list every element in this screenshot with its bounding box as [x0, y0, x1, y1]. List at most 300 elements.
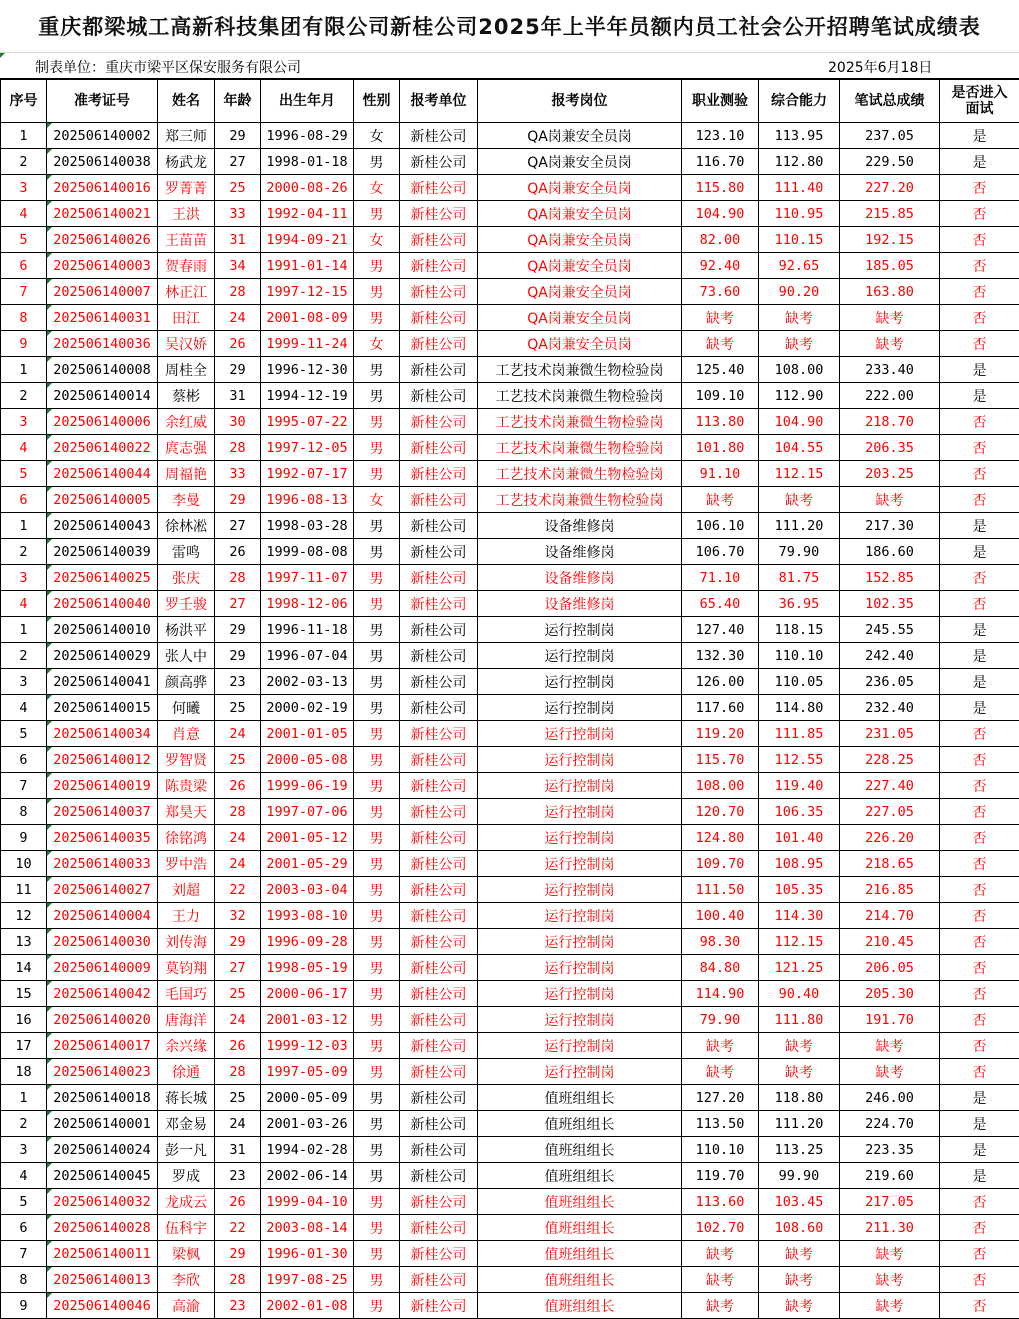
cell-comment-marker-icon — [47, 487, 52, 492]
vocational-test-cell: 124.80 — [682, 825, 759, 851]
age-cell: 25 — [215, 695, 261, 721]
post-cell: QA岗兼安全员岗 — [478, 227, 682, 253]
vocational-test-cell: 65.40 — [682, 591, 759, 617]
seq-cell: 2 — [1, 383, 47, 409]
unit-cell: 新桂公司 — [400, 799, 478, 825]
table-row — [1, 1163, 1019, 1189]
vocational-test-cell: 113.80 — [682, 409, 759, 435]
post-cell: 工艺技术岗兼微生物检验岗 — [478, 487, 682, 513]
unit-cell: 新桂公司 — [400, 409, 478, 435]
post-cell: QA岗兼安全员岗 — [478, 331, 682, 357]
unit-cell: 新桂公司 — [400, 1241, 478, 1267]
age-cell: 26 — [215, 539, 261, 565]
birth-date-cell: 2001-03-26 — [261, 1111, 354, 1137]
seq-cell: 9 — [1, 825, 47, 851]
cell-comment-marker-icon — [47, 695, 52, 700]
post-cell: 设备维修岗 — [478, 565, 682, 591]
seq-cell: 4 — [1, 695, 47, 721]
unit-cell: 新桂公司 — [400, 487, 478, 513]
birth-date-cell: 1998-05-19 — [261, 955, 354, 981]
comprehensive-cell: 缺考 — [759, 1033, 840, 1059]
vocational-test-cell: 缺考 — [682, 1059, 759, 1085]
sex-cell: 男 — [354, 903, 400, 929]
exam-id-cell: 202506140043 — [47, 513, 158, 539]
unit-cell: 新桂公司 — [400, 851, 478, 877]
sex-cell: 男 — [354, 1007, 400, 1033]
vocational-test-cell: 127.40 — [682, 617, 759, 643]
total-score-cell: 缺考 — [840, 1033, 940, 1059]
vocational-test-cell: 91.10 — [682, 461, 759, 487]
name-cell: 张庆 — [158, 565, 215, 591]
total-score-cell: 229.50 — [840, 149, 940, 175]
exam-id-cell: 202506140027 — [47, 877, 158, 903]
name-cell: 林正江 — [158, 279, 215, 305]
sex-cell: 男 — [354, 253, 400, 279]
age-cell: 26 — [215, 1189, 261, 1215]
sex-cell: 男 — [354, 1059, 400, 1085]
vocational-test-cell: 缺考 — [682, 1241, 759, 1267]
name-cell: 郑三师 — [158, 123, 215, 149]
post-cell: QA岗兼安全员岗 — [478, 253, 682, 279]
birth-date-cell: 1999-06-19 — [261, 773, 354, 799]
comprehensive-cell: 108.60 — [759, 1215, 840, 1241]
table-row — [1, 903, 1019, 929]
name-cell: 颜高骅 — [158, 669, 215, 695]
post-cell: 运行控制岗 — [478, 747, 682, 773]
age-cell: 34 — [215, 253, 261, 279]
unit-cell: 新桂公司 — [400, 253, 478, 279]
seq-cell: 8 — [1, 1267, 47, 1293]
birth-date-cell: 1997-12-15 — [261, 279, 354, 305]
table-body — [1, 123, 1019, 1319]
birth-date-cell: 1996-12-30 — [261, 357, 354, 383]
age-cell: 29 — [215, 357, 261, 383]
sex-cell: 男 — [354, 851, 400, 877]
interview-cell: 是 — [940, 669, 1019, 695]
exam-id-cell: 202506140044 — [47, 461, 158, 487]
table-row — [1, 279, 1019, 305]
sex-cell: 男 — [354, 435, 400, 461]
comprehensive-cell: 111.80 — [759, 1007, 840, 1033]
sex-cell: 男 — [354, 1033, 400, 1059]
vocational-test-cell: 126.00 — [682, 669, 759, 695]
table-row — [1, 461, 1019, 487]
birth-date-cell: 2001-08-09 — [261, 305, 354, 331]
seq-cell: 3 — [1, 409, 47, 435]
interview-cell: 是 — [940, 1085, 1019, 1111]
seq-cell: 5 — [1, 227, 47, 253]
unit-cell: 新桂公司 — [400, 1111, 478, 1137]
comprehensive-cell: 119.40 — [759, 773, 840, 799]
sex-cell: 男 — [354, 149, 400, 175]
title-row — [0, 0, 1019, 53]
interview-cell: 否 — [940, 851, 1019, 877]
exam-id-cell: 202506140032 — [47, 1189, 158, 1215]
comprehensive-cell: 113.95 — [759, 123, 840, 149]
exam-id-cell: 202506140002 — [47, 123, 158, 149]
age-cell: 25 — [215, 175, 261, 201]
unit-cell: 新桂公司 — [400, 1007, 478, 1033]
comprehensive-cell: 112.90 — [759, 383, 840, 409]
name-cell: 伍科宇 — [158, 1215, 215, 1241]
age-cell: 28 — [215, 279, 261, 305]
total-score-cell: 缺考 — [840, 331, 940, 357]
vocational-test-cell: 113.50 — [682, 1111, 759, 1137]
age-cell: 23 — [215, 1163, 261, 1189]
cell-comment-marker-icon — [47, 123, 52, 128]
post-cell: 运行控制岗 — [478, 669, 682, 695]
unit-cell: 新桂公司 — [400, 929, 478, 955]
interview-cell: 否 — [940, 253, 1019, 279]
seq-cell: 6 — [1, 747, 47, 773]
table-row — [1, 773, 1019, 799]
birth-date-cell: 2001-05-29 — [261, 851, 354, 877]
cell-comment-marker-icon — [47, 877, 52, 882]
age-cell: 25 — [215, 981, 261, 1007]
cell-comment-marker-icon — [47, 1267, 52, 1272]
interview-cell: 是 — [940, 539, 1019, 565]
interview-cell: 是 — [940, 149, 1019, 175]
age-cell: 29 — [215, 123, 261, 149]
unit-cell: 新桂公司 — [400, 695, 478, 721]
interview-cell: 否 — [940, 487, 1019, 513]
unit-cell: 新桂公司 — [400, 877, 478, 903]
comprehensive-cell: 103.45 — [759, 1189, 840, 1215]
seq-cell: 4 — [1, 1163, 47, 1189]
table-row — [1, 721, 1019, 747]
post-cell: 运行控制岗 — [478, 981, 682, 1007]
cell-comment-marker-icon — [47, 955, 52, 960]
age-cell: 26 — [215, 773, 261, 799]
age-cell: 27 — [215, 513, 261, 539]
sex-cell: 男 — [354, 201, 400, 227]
total-score-cell: 222.00 — [840, 383, 940, 409]
cell-comment-marker-icon — [47, 773, 52, 778]
interview-cell: 否 — [940, 1267, 1019, 1293]
unit-cell: 新桂公司 — [400, 123, 478, 149]
vocational-test-cell: 127.20 — [682, 1085, 759, 1111]
exam-id-cell: 202506140031 — [47, 305, 158, 331]
issuer-label: 制表单位：重庆市梁平区保安服务有限公司 — [35, 57, 301, 77]
seq-cell: 16 — [1, 1007, 47, 1033]
interview-cell: 是 — [940, 643, 1019, 669]
age-cell: 29 — [215, 617, 261, 643]
exam-id-cell: 202506140022 — [47, 435, 158, 461]
cell-comment-marker-icon — [47, 929, 52, 934]
seq-cell: 5 — [1, 1189, 47, 1215]
age-cell: 23 — [215, 1293, 261, 1319]
birth-date-cell: 1998-01-18 — [261, 149, 354, 175]
comprehensive-cell: 113.25 — [759, 1137, 840, 1163]
post-cell: 运行控制岗 — [478, 1059, 682, 1085]
table-row — [1, 1059, 1019, 1085]
exam-id-cell: 202506140040 — [47, 591, 158, 617]
seq-cell: 1 — [1, 357, 47, 383]
vocational-test-cell: 132.30 — [682, 643, 759, 669]
vocational-test-cell: 104.90 — [682, 201, 759, 227]
comprehensive-cell: 112.55 — [759, 747, 840, 773]
vocational-test-cell: 73.60 — [682, 279, 759, 305]
cell-comment-marker-icon — [47, 1241, 52, 1246]
birth-date-cell: 1996-01-30 — [261, 1241, 354, 1267]
seq-cell: 1 — [1, 513, 47, 539]
unit-cell: 新桂公司 — [400, 539, 478, 565]
table-row — [1, 175, 1019, 201]
seq-cell: 3 — [1, 565, 47, 591]
post-cell: 值班组组长 — [478, 1241, 682, 1267]
name-cell: 蔡彬 — [158, 383, 215, 409]
name-cell: 徐林凇 — [158, 513, 215, 539]
sex-cell: 男 — [354, 825, 400, 851]
exam-id-cell: 202506140019 — [47, 773, 158, 799]
cell-comment-marker-icon — [47, 981, 52, 986]
vocational-test-cell: 缺考 — [682, 1293, 759, 1319]
age-cell: 24 — [215, 1111, 261, 1137]
total-score-cell: 203.25 — [840, 461, 940, 487]
total-score-cell: 185.05 — [840, 253, 940, 279]
exam-id-cell: 202506140004 — [47, 903, 158, 929]
name-cell: 龙成云 — [158, 1189, 215, 1215]
unit-cell: 新桂公司 — [400, 955, 478, 981]
table-row — [1, 643, 1019, 669]
total-score-cell: 206.05 — [840, 955, 940, 981]
table-row — [1, 877, 1019, 903]
interview-cell: 否 — [940, 201, 1019, 227]
name-cell: 刘传海 — [158, 929, 215, 955]
unit-cell: 新桂公司 — [400, 305, 478, 331]
comprehensive-cell: 114.30 — [759, 903, 840, 929]
birth-date-cell: 2003-08-14 — [261, 1215, 354, 1241]
post-cell: QA岗兼安全员岗 — [478, 201, 682, 227]
exam-id-cell: 202506140021 — [47, 201, 158, 227]
birth-date-cell: 2003-03-04 — [261, 877, 354, 903]
comprehensive-cell: 90.20 — [759, 279, 840, 305]
table-row — [1, 383, 1019, 409]
interview-cell: 否 — [940, 1033, 1019, 1059]
sex-cell: 男 — [354, 877, 400, 903]
birth-date-cell: 1992-07-17 — [261, 461, 354, 487]
unit-cell: 新桂公司 — [400, 669, 478, 695]
col-header-exam-id: 准考证号 — [47, 80, 158, 123]
vocational-test-cell: 98.30 — [682, 929, 759, 955]
comprehensive-cell: 缺考 — [759, 487, 840, 513]
name-cell: 蒋长城 — [158, 1085, 215, 1111]
interview-cell: 否 — [940, 877, 1019, 903]
post-cell: 值班组组长 — [478, 1189, 682, 1215]
seq-cell: 9 — [1, 1293, 47, 1319]
total-score-cell: 242.40 — [840, 643, 940, 669]
age-cell: 22 — [215, 1215, 261, 1241]
table-row — [1, 513, 1019, 539]
total-score-cell: 227.40 — [840, 773, 940, 799]
comprehensive-cell: 81.75 — [759, 565, 840, 591]
sex-cell: 男 — [354, 279, 400, 305]
unit-cell: 新桂公司 — [400, 721, 478, 747]
birth-date-cell: 1997-08-25 — [261, 1267, 354, 1293]
cell-comment-marker-icon — [47, 227, 52, 232]
sex-cell: 男 — [354, 1137, 400, 1163]
table-row — [1, 591, 1019, 617]
total-score-cell: 缺考 — [840, 1293, 940, 1319]
birth-date-cell: 1997-11-07 — [261, 565, 354, 591]
age-cell: 25 — [215, 1085, 261, 1111]
name-cell: 周福艳 — [158, 461, 215, 487]
seq-cell: 13 — [1, 929, 47, 955]
age-cell: 25 — [215, 747, 261, 773]
exam-id-cell: 202506140005 — [47, 487, 158, 513]
table-row — [1, 1267, 1019, 1293]
exam-id-cell: 202506140008 — [47, 357, 158, 383]
exam-id-cell: 202506140007 — [47, 279, 158, 305]
age-cell: 31 — [215, 383, 261, 409]
birth-date-cell: 1997-12-05 — [261, 435, 354, 461]
name-cell: 王力 — [158, 903, 215, 929]
age-cell: 28 — [215, 1267, 261, 1293]
age-cell: 24 — [215, 721, 261, 747]
total-score-cell: 211.30 — [840, 1215, 940, 1241]
table-row — [1, 1007, 1019, 1033]
table-row — [1, 1033, 1019, 1059]
cell-comment-marker-icon — [47, 253, 52, 258]
exam-id-cell: 202506140016 — [47, 175, 158, 201]
interview-cell: 是 — [940, 513, 1019, 539]
vocational-test-cell: 106.10 — [682, 513, 759, 539]
birth-date-cell: 2000-08-26 — [261, 175, 354, 201]
comprehensive-cell: 缺考 — [759, 305, 840, 331]
sex-cell: 男 — [354, 799, 400, 825]
unit-cell: 新桂公司 — [400, 643, 478, 669]
birth-date-cell: 1996-11-18 — [261, 617, 354, 643]
interview-cell: 否 — [940, 981, 1019, 1007]
age-cell: 28 — [215, 435, 261, 461]
unit-cell: 新桂公司 — [400, 747, 478, 773]
post-cell: 值班组组长 — [478, 1215, 682, 1241]
unit-cell: 新桂公司 — [400, 1033, 478, 1059]
sex-cell: 男 — [354, 383, 400, 409]
seq-cell: 7 — [1, 773, 47, 799]
post-cell: 设备维修岗 — [478, 513, 682, 539]
name-cell: 郑昊天 — [158, 799, 215, 825]
birth-date-cell: 1997-05-09 — [261, 1059, 354, 1085]
seq-cell: 6 — [1, 1215, 47, 1241]
post-cell: 运行控制岗 — [478, 1007, 682, 1033]
sex-cell: 女 — [354, 123, 400, 149]
comprehensive-cell: 110.05 — [759, 669, 840, 695]
comprehensive-cell: 121.25 — [759, 955, 840, 981]
interview-cell: 否 — [940, 825, 1019, 851]
sex-cell: 男 — [354, 773, 400, 799]
table-row — [1, 539, 1019, 565]
name-cell: 徐通 — [158, 1059, 215, 1085]
total-score-cell: 223.35 — [840, 1137, 940, 1163]
sex-cell: 男 — [354, 461, 400, 487]
table-row — [1, 695, 1019, 721]
col-header-seq: 序号 — [1, 80, 47, 123]
name-cell: 徐铭鸿 — [158, 825, 215, 851]
vocational-test-cell: 111.50 — [682, 877, 759, 903]
table-row — [1, 851, 1019, 877]
birth-date-cell: 1994-02-28 — [261, 1137, 354, 1163]
sex-cell: 男 — [354, 1215, 400, 1241]
exam-id-cell: 202506140029 — [47, 643, 158, 669]
total-score-cell: 206.35 — [840, 435, 940, 461]
sex-cell: 女 — [354, 175, 400, 201]
seq-cell: 2 — [1, 643, 47, 669]
cell-comment-marker-icon — [47, 383, 52, 388]
cell-comment-marker-icon — [47, 539, 52, 544]
cell-comment-marker-icon — [47, 435, 52, 440]
birth-date-cell: 2000-05-09 — [261, 1085, 354, 1111]
post-cell: 工艺技术岗兼微生物检验岗 — [478, 409, 682, 435]
birth-date-cell: 1996-08-13 — [261, 487, 354, 513]
table-row — [1, 227, 1019, 253]
unit-cell: 新桂公司 — [400, 1163, 478, 1189]
post-cell: 工艺技术岗兼微生物检验岗 — [478, 383, 682, 409]
vocational-test-cell: 110.10 — [682, 1137, 759, 1163]
seq-cell: 1 — [1, 617, 47, 643]
seq-cell: 2 — [1, 1111, 47, 1137]
total-score-cell: 102.35 — [840, 591, 940, 617]
vocational-test-cell: 100.40 — [682, 903, 759, 929]
sex-cell: 男 — [354, 669, 400, 695]
age-cell: 32 — [215, 903, 261, 929]
total-score-cell: 237.05 — [840, 123, 940, 149]
age-cell: 29 — [215, 929, 261, 955]
post-cell: 值班组组长 — [478, 1085, 682, 1111]
comprehensive-cell: 99.90 — [759, 1163, 840, 1189]
col-header-total: 笔试总成绩 — [840, 80, 940, 123]
post-cell: 设备维修岗 — [478, 539, 682, 565]
comprehensive-cell: 111.20 — [759, 1111, 840, 1137]
post-cell: 运行控制岗 — [478, 773, 682, 799]
vocational-test-cell: 116.70 — [682, 149, 759, 175]
post-cell: 运行控制岗 — [478, 903, 682, 929]
name-cell: 何曦 — [158, 695, 215, 721]
age-cell: 28 — [215, 565, 261, 591]
unit-cell: 新桂公司 — [400, 591, 478, 617]
vocational-test-cell: 123.10 — [682, 123, 759, 149]
cell-comment-marker-icon — [47, 331, 52, 336]
interview-cell: 否 — [940, 903, 1019, 929]
birth-date-cell: 1999-08-08 — [261, 539, 354, 565]
post-cell: 工艺技术岗兼微生物检验岗 — [478, 357, 682, 383]
interview-cell: 否 — [940, 1059, 1019, 1085]
comprehensive-cell: 114.80 — [759, 695, 840, 721]
table-row — [1, 1085, 1019, 1111]
table-row — [1, 1215, 1019, 1241]
cell-comment-marker-icon — [47, 643, 52, 648]
unit-cell: 新桂公司 — [400, 903, 478, 929]
post-cell: 运行控制岗 — [478, 695, 682, 721]
interview-cell: 是 — [940, 695, 1019, 721]
exam-id-cell: 202506140030 — [47, 929, 158, 955]
birth-date-cell: 1999-11-24 — [261, 331, 354, 357]
name-cell: 刘超 — [158, 877, 215, 903]
unit-cell: 新桂公司 — [400, 149, 478, 175]
interview-cell: 否 — [940, 773, 1019, 799]
interview-cell: 否 — [940, 175, 1019, 201]
unit-cell: 新桂公司 — [400, 617, 478, 643]
post-cell: 运行控制岗 — [478, 1033, 682, 1059]
comprehensive-cell: 110.95 — [759, 201, 840, 227]
seq-cell: 8 — [1, 305, 47, 331]
exam-id-cell: 202506140017 — [47, 1033, 158, 1059]
seq-cell: 6 — [1, 487, 47, 513]
birth-date-cell: 1999-12-03 — [261, 1033, 354, 1059]
interview-cell: 是 — [940, 617, 1019, 643]
seq-cell: 6 — [1, 253, 47, 279]
exam-id-cell: 202506140045 — [47, 1163, 158, 1189]
